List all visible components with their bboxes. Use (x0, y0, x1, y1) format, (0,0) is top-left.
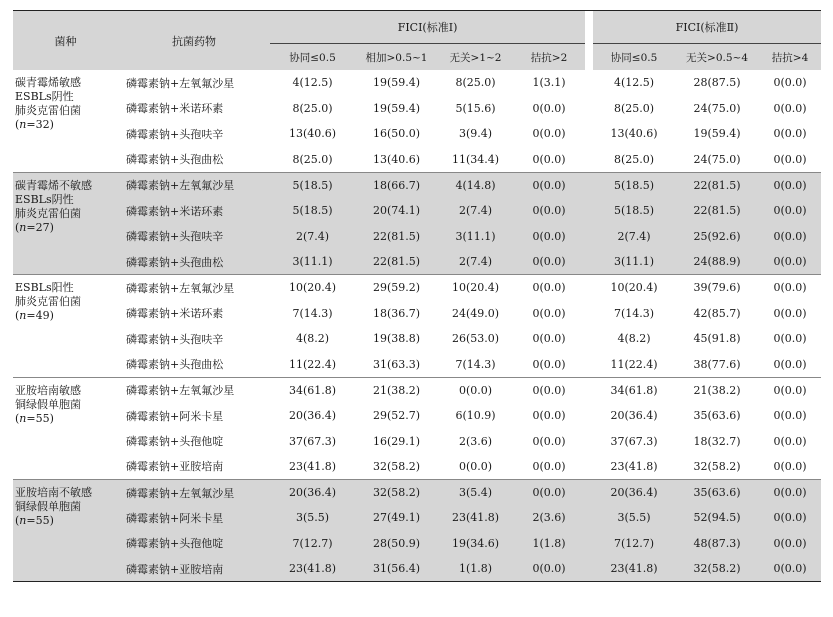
fici1-value-cell: 7(14.3) (455, 357, 496, 371)
table-row (13, 96, 821, 122)
fici2-value-cell: 0(0.0) (773, 76, 807, 90)
fici2-value-cell: 2(7.4) (593, 224, 675, 250)
fici1-value-cell: 3(11.1) (270, 249, 355, 275)
fici2-value-cell: 25(92.6) (675, 224, 759, 250)
fici1-value-cell: 0(0.0) (532, 127, 566, 141)
organism-line: 亚胺培南不敏感 (15, 486, 92, 499)
drug-cell: 磷霉素钠+米诺环素 (118, 198, 270, 224)
fici2-value-cell: 11(22.4) (610, 357, 658, 371)
organism-cell (13, 377, 118, 479)
drug-cell: 磷霉素钠+左氧氟沙星 (118, 275, 270, 301)
organism-line: (n=27) (15, 220, 54, 234)
drug-cell: 磷霉素钠+头孢他啶 (126, 435, 224, 449)
table-row (13, 249, 821, 275)
drug-cell: 磷霉素钠+左氧氟沙星 (118, 172, 270, 198)
header-fici1-antagonism: 拮抗>2 (513, 44, 585, 71)
fici2-value-cell: 22(81.5) (675, 172, 759, 198)
table-row (13, 224, 821, 250)
drug-cell: 磷霉素钠+左氧氟沙星 (118, 480, 270, 506)
fici1-value-cell: 0(0.0) (532, 306, 566, 320)
table-row (13, 531, 821, 557)
gap-cell (585, 224, 593, 250)
fici1-value-cell: 23(41.8) (438, 505, 513, 531)
fici2-value-cell: 5(18.5) (593, 198, 675, 224)
fici2-value-cell: 28(87.5) (693, 76, 741, 90)
drug-cell: 磷霉素钠+阿米卡星 (126, 409, 224, 423)
n-symbol: n (19, 220, 27, 234)
fici1-value-cell: 11(22.4) (288, 357, 337, 371)
fici2-value-cell: 13(40.6) (610, 127, 658, 141)
fici1-value-cell: 1(3.1) (532, 76, 566, 90)
gap-cell (585, 326, 593, 352)
fici2-value-cell: 0(0.0) (773, 152, 807, 166)
fici1-value-cell: 0(0.0) (532, 152, 566, 166)
fici1-value-cell: 4(14.8) (438, 172, 513, 198)
fici1-value-cell: 23(41.8) (288, 459, 337, 473)
organism-line: (n=32) (15, 118, 54, 131)
organism-line: ESBLs阴性 (15, 192, 74, 206)
fici1-value-cell: 2(3.6) (458, 434, 493, 448)
fici1-value-cell: 31(56.4) (355, 556, 438, 582)
drug-cell: 磷霉素钠+米诺环素 (126, 307, 224, 321)
fici2-value-cell: 0(0.0) (759, 198, 821, 224)
table-row (13, 198, 821, 224)
organism-cell (13, 275, 118, 377)
header-fici1-indifferent: 无关>1~2 (438, 44, 513, 71)
fici2-value-cell: 52(94.5) (675, 505, 759, 531)
fici1-value-cell: 8(25.0) (455, 76, 496, 90)
drug-cell: 磷霉素钠+亚胺培南 (118, 556, 270, 582)
fici1-value-cell: 0(0.0) (513, 275, 585, 301)
fici1-value-cell: 28(50.9) (355, 531, 438, 557)
fici1-value-cell: 5(15.6) (455, 101, 496, 115)
gap-cell (585, 531, 593, 557)
gap-cell (585, 96, 593, 122)
fici1-value-cell: 8(25.0) (292, 152, 333, 166)
fici2-value-cell: 0(0.0) (759, 505, 821, 531)
n-symbol: n (19, 118, 27, 131)
gap-cell (585, 275, 593, 301)
gap-cell (585, 428, 593, 454)
fici1-value-cell: 0(0.0) (513, 249, 585, 275)
fici1-value-cell: 2(7.4) (438, 249, 513, 275)
fici2-value-cell: 7(14.3) (614, 306, 655, 320)
organism-line: (n=49) (15, 309, 54, 323)
fici2-value-cell: 5(18.5) (593, 172, 675, 198)
organism-line: 肺炎克雷伯菌 (15, 104, 81, 117)
fici2-value-cell: 0(0.0) (773, 101, 807, 115)
table-row (13, 403, 821, 429)
fici2-value-cell: 42(85.7) (693, 306, 741, 320)
fici1-value-cell: 0(0.0) (532, 332, 566, 346)
organism-line: (n=55) (15, 411, 54, 425)
fici1-value-cell: 0(0.0) (532, 357, 566, 371)
fici1-value-cell: 0(0.0) (438, 377, 513, 403)
fici1-value-cell: 20(36.4) (288, 409, 337, 423)
table-body (13, 70, 821, 582)
fici2-value-cell: 22(81.5) (675, 198, 759, 224)
fici2-value-cell: 0(0.0) (759, 377, 821, 403)
organism-line: ESBLs阴性 (15, 90, 74, 103)
fici1-value-cell: 0(0.0) (513, 377, 585, 403)
organism-line: 肺炎克雷伯菌 (15, 206, 81, 220)
fici1-value-cell: 19(34.6) (438, 531, 513, 557)
fici2-value-cell: 3(11.1) (593, 249, 675, 275)
table-row (13, 352, 821, 378)
table-row (13, 454, 821, 480)
table-row (13, 147, 821, 173)
fici1-value-cell: 11(34.4) (451, 152, 500, 166)
fici1-value-cell: 0(0.0) (458, 459, 493, 473)
organism-line: 铜绿假单胞菌 (15, 397, 81, 411)
drug-cell: 磷霉素钠+头孢曲松 (126, 153, 224, 167)
table-row (13, 377, 821, 403)
fici1-value-cell: 19(59.4) (372, 76, 421, 90)
fici1-value-cell: 18(36.7) (372, 306, 421, 320)
drug-cell: 磷霉素钠+左氧氟沙星 (118, 377, 270, 403)
fici1-value-cell: 5(18.5) (270, 198, 355, 224)
fici1-value-cell: 10(20.4) (270, 275, 355, 301)
organism-line: 碳青霉烯不敏感 (15, 178, 92, 192)
gap-cell (585, 556, 593, 582)
table-row (13, 275, 821, 301)
gap-cell (585, 249, 593, 275)
fici1-value-cell: 34(61.8) (270, 377, 355, 403)
header-gap (585, 11, 593, 44)
fici2-value-cell: 7(12.7) (593, 531, 675, 557)
fici2-value-cell: 0(0.0) (773, 357, 807, 371)
fici1-value-cell: 29(59.2) (355, 275, 438, 301)
fici2-value-cell: 23(41.8) (610, 459, 658, 473)
fici1-value-cell: 16(29.1) (372, 434, 421, 448)
organism-cell (13, 70, 118, 172)
fici1-value-cell: 29(52.7) (372, 409, 421, 423)
fici1-value-cell: 19(59.4) (372, 101, 421, 115)
fici2-value-cell: 10(20.4) (593, 275, 675, 301)
organism-cell (13, 480, 118, 582)
fici2-value-cell: 4(12.5) (614, 76, 655, 90)
gap-cell (585, 352, 593, 378)
gap-cell (585, 300, 593, 326)
fici1-value-cell: 19(38.8) (372, 332, 421, 346)
table-row (13, 556, 821, 582)
header-fici1-synergy: 协同≤0.5 (270, 44, 355, 71)
table-row (13, 428, 821, 454)
header-gap (585, 44, 593, 71)
fici1-value-cell: 0(0.0) (532, 101, 566, 115)
fici1-value-cell: 23(41.8) (270, 556, 355, 582)
fici1-value-cell: 2(7.4) (438, 198, 513, 224)
drug-cell: 磷霉素钠+头孢他啶 (118, 531, 270, 557)
fici2-value-cell: 0(0.0) (759, 172, 821, 198)
fici1-value-cell: 3(5.4) (438, 480, 513, 506)
fici1-value-cell: 4(12.5) (292, 76, 333, 90)
table-row (13, 300, 821, 326)
fici2-value-cell: 35(63.6) (675, 480, 759, 506)
gap-cell (585, 121, 593, 147)
fici2-value-cell: 21(38.2) (675, 377, 759, 403)
organism-cell (13, 172, 118, 274)
fici2-value-cell: 0(0.0) (773, 127, 807, 141)
fici1-value-cell: 0(0.0) (513, 224, 585, 250)
fici-results-table (13, 10, 821, 582)
fici2-value-cell: 24(75.0) (693, 101, 741, 115)
gap-cell (585, 70, 593, 96)
organism-line: 铜绿假单胞菌 (15, 500, 81, 513)
fici1-value-cell: 1(1.8) (438, 556, 513, 582)
gap-cell (585, 454, 593, 480)
drug-cell: 磷霉素钠+阿米卡星 (118, 505, 270, 531)
fici2-value-cell: 37(67.3) (610, 434, 658, 448)
fici2-value-cell: 23(41.8) (593, 556, 675, 582)
gap-cell (585, 377, 593, 403)
drug-cell: 磷霉素钠+亚胺培南 (126, 460, 224, 474)
organism-line: 亚胺培南敏感 (15, 383, 81, 397)
drug-cell: 磷霉素钠+米诺环素 (126, 102, 224, 116)
fici1-value-cell: 0(0.0) (532, 434, 566, 448)
drug-cell: 磷霉素钠+头孢曲松 (118, 249, 270, 275)
fici2-value-cell: 0(0.0) (759, 531, 821, 557)
fici2-value-cell: 3(5.5) (593, 505, 675, 531)
fici1-value-cell: 8(25.0) (292, 101, 333, 115)
fici1-value-cell: 7(12.7) (270, 531, 355, 557)
fici1-value-cell: 6(10.9) (455, 409, 496, 423)
table-row (13, 326, 821, 352)
table-row (13, 480, 821, 506)
fici1-value-cell: 0(0.0) (513, 480, 585, 506)
fici2-value-cell: 8(25.0) (614, 101, 655, 115)
fici2-value-cell: 0(0.0) (773, 434, 807, 448)
fici2-value-cell: 8(25.0) (614, 152, 655, 166)
header-fici2-indifferent: 无关>0.5~4 (675, 44, 759, 71)
header-fici-standard-2: FICI(标准Ⅱ) (593, 11, 821, 44)
gap-cell (585, 172, 593, 198)
fici1-value-cell: 4(8.2) (295, 332, 330, 346)
fici1-value-cell: 32(58.2) (355, 480, 438, 506)
fici1-value-cell: 22(81.5) (355, 224, 438, 250)
fici2-value-cell: 0(0.0) (759, 275, 821, 301)
table-row (13, 505, 821, 531)
fici1-value-cell: 24(49.0) (451, 306, 500, 320)
fici1-value-cell: 0(0.0) (513, 172, 585, 198)
table-row (13, 70, 821, 96)
fici2-value-cell: 39(79.6) (675, 275, 759, 301)
fici2-value-cell: 24(88.9) (675, 249, 759, 275)
fici2-value-cell: 38(77.6) (693, 357, 741, 371)
header-fici2-synergy: 协同≤0.5 (593, 44, 675, 71)
fici1-value-cell: 13(40.6) (372, 152, 421, 166)
fici2-value-cell: 34(61.8) (593, 377, 675, 403)
fici1-value-cell: 5(18.5) (270, 172, 355, 198)
gap-cell (585, 403, 593, 429)
header-row-top (13, 11, 821, 44)
fici1-value-cell: 26(53.0) (451, 332, 500, 346)
n-symbol: n (19, 514, 27, 527)
fici2-value-cell: 35(63.6) (693, 409, 741, 423)
drug-cell: 磷霉素钠+头孢呋辛 (126, 332, 224, 346)
fici2-value-cell: 4(8.2) (617, 332, 651, 346)
fici1-value-cell: 27(49.1) (355, 505, 438, 531)
header-organism: 菌种 (13, 11, 118, 71)
organism-line: 碳青霉烯敏感 (15, 76, 81, 89)
fici2-value-cell: 48(87.3) (675, 531, 759, 557)
table-row (13, 121, 821, 147)
fici2-value-cell: 0(0.0) (773, 306, 807, 320)
fici1-value-cell: 3(11.1) (438, 224, 513, 250)
n-symbol: n (19, 309, 27, 323)
header-fici-standard-1: FICI(标准Ⅰ) (270, 11, 585, 44)
fici2-value-cell: 45(91.8) (693, 332, 741, 346)
fici1-value-cell: 13(40.6) (288, 127, 337, 141)
fici1-value-cell: 37(67.3) (288, 434, 337, 448)
fici1-value-cell: 20(74.1) (355, 198, 438, 224)
fici1-value-cell: 2(3.6) (513, 505, 585, 531)
fici2-value-cell: 32(58.2) (675, 556, 759, 582)
fici1-value-cell: 32(58.2) (372, 459, 421, 473)
fici2-value-cell: 18(32.7) (693, 434, 741, 448)
organism-line: ESBLs阳性 (15, 281, 74, 295)
gap-cell (585, 505, 593, 531)
organism-line: 肺炎克雷伯菌 (15, 295, 81, 309)
fici2-value-cell: 20(36.4) (610, 409, 658, 423)
drug-cell: 磷霉素钠+头孢曲松 (126, 358, 224, 372)
fici1-value-cell: 1(1.8) (513, 531, 585, 557)
fici1-value-cell: 16(50.0) (372, 127, 421, 141)
drug-cell: 磷霉素钠+头孢呋辛 (118, 224, 270, 250)
header-drug: 抗菌药物 (118, 11, 270, 71)
fici1-value-cell: 31(63.3) (372, 357, 421, 371)
fici1-value-cell: 20(36.4) (270, 480, 355, 506)
fici2-value-cell: 0(0.0) (773, 459, 807, 473)
header-fici2-antagonism: 拮抗>4 (759, 44, 821, 71)
fici1-value-cell: 0(0.0) (513, 556, 585, 582)
fici1-value-cell: 7(14.3) (292, 306, 333, 320)
fici1-value-cell: 18(66.7) (355, 172, 438, 198)
fici1-value-cell: 0(0.0) (513, 198, 585, 224)
fici1-value-cell: 21(38.2) (355, 377, 438, 403)
gap-cell (585, 480, 593, 506)
fici2-value-cell: 0(0.0) (759, 556, 821, 582)
fici1-value-cell: 0(0.0) (532, 409, 566, 423)
fici1-value-cell: 10(20.4) (438, 275, 513, 301)
drug-cell: 磷霉素钠+头孢呋辛 (126, 127, 224, 141)
n-symbol: n (19, 411, 27, 425)
drug-cell: 磷霉素钠+左氧氟沙星 (126, 76, 235, 90)
fici2-value-cell: 0(0.0) (773, 332, 807, 346)
header-fici1-additive: 相加>0.5~1 (355, 44, 438, 71)
fici1-value-cell: 2(7.4) (270, 224, 355, 250)
fici2-value-cell: 0(0.0) (773, 409, 807, 423)
fici2-value-cell: 20(36.4) (593, 480, 675, 506)
table-row (13, 172, 821, 198)
fici2-value-cell: 19(59.4) (693, 127, 741, 141)
fici2-value-cell: 0(0.0) (759, 224, 821, 250)
fici1-value-cell: 3(9.4) (458, 127, 493, 141)
fici1-value-cell: 3(5.5) (270, 505, 355, 531)
fici1-value-cell: 0(0.0) (532, 459, 566, 473)
fici2-value-cell: 0(0.0) (759, 480, 821, 506)
fici2-value-cell: 32(58.2) (693, 459, 741, 473)
organism-line: (n=55) (15, 514, 54, 527)
gap-cell (585, 147, 593, 173)
fici1-value-cell: 22(81.5) (355, 249, 438, 275)
gap-cell (585, 198, 593, 224)
fici2-value-cell: 0(0.0) (759, 249, 821, 275)
fici2-value-cell: 24(75.0) (693, 152, 741, 166)
